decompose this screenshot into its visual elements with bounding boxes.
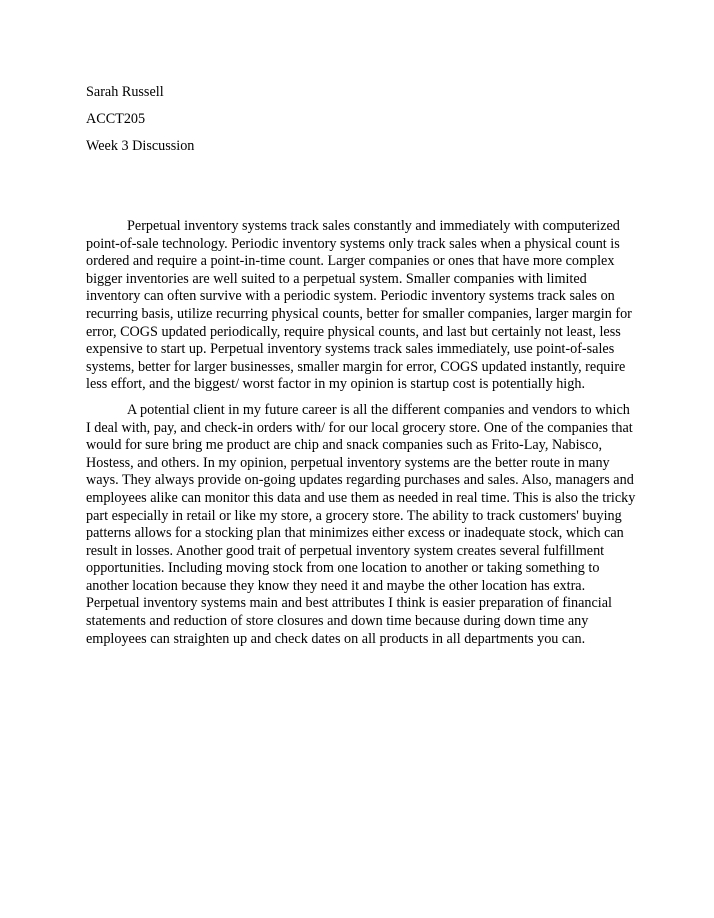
author-name: Sarah Russell — [86, 84, 164, 100]
paragraph-2: A potential client in my future career is all the different companies and vendors to which I deal with, pay, and check-in orders with/ for our local grocery store. One of the companies that would for sure bring me product are chip and snack companies such as Frito-Lay, Nabisco, Hostess, and others. In my opinion, perpetual inventory systems are the better route in many ways. They always provide on-going updates regarding purchases and sales. Also, managers and employees alike can monitor this data and use them as needed in real time. This is also the tricky part especially in retail or like my store, a grocery store. The ability to track customers' buying patterns allows for a stocking plan that minimizes either excess or inadequate stock, which can result in losses. Another good trait of perpetual inventory system creates several fulfillment opportunities. Including moving stock from one location to another or taking something to another location because they know they need it and maybe the other location has extra. Perpetual inventory systems main and best attributes I think is easier preparation of financial statements and reduction of store closures and down time because during down time any employees can straighten up and check dates on all products in all departments you can. — [86, 401, 636, 647]
document-header — [86, 83, 646, 164]
paragraph-1: Perpetual inventory systems track sales constantly and immediately with computerized point-of-sale technology. Periodic inventory systems only track sales when a physical count is ordered and require a point-in-time count. Larger companies or ones that have more complex bigger inventories are well suited to a perpetual system. Smaller companies with limited inventory can often survive with a periodic system. Periodic inventory systems track sales on recurring basis, utilize recurring physical counts, better for smaller companies, larger margin for error, COGS updated periodically, require physical counts, and last but certainly not least, less expensive to start up. Perpetual inventory systems track sales immediately, use point-of-sales systems, better for larger businesses, smaller margin for error, COGS updated instantly, require less effort, and the biggest/ worst factor in my opinion is startup cost is potentially high. — [86, 218, 632, 393]
assignment-title: Week 3 Discussion — [86, 138, 195, 154]
course-code: ACCT205 — [86, 111, 146, 127]
document-body — [86, 218, 636, 656]
